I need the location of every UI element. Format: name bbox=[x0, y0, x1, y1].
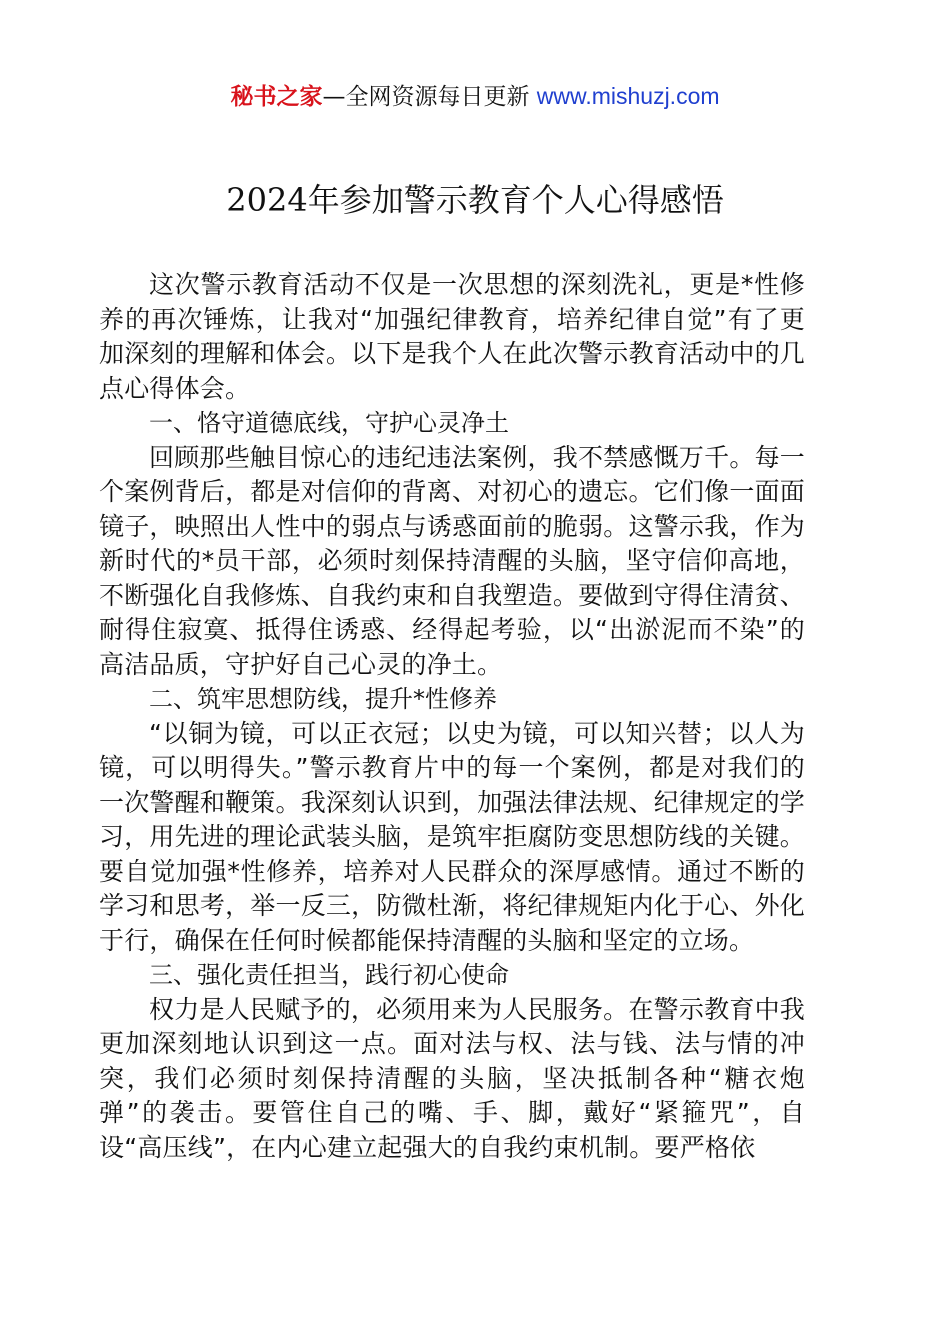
section-body-1: 回顾那些触目惊心的违纪违法案例，我不禁感慨万千。每一个案例背后，都是对信仰的背离、对初心的遗忘。它们像一面面镜子，映照出人性中的弱点与诱惑面前的脆弱。这警示我，作为新时代的*员干部，必须时刻保持清醒的头脑，坚守信仰高地，不断强化自我修炼、自我约束和自我塑造。要做到守得住清贫、耐得住寂寞、抵得住诱惑、经得起考验，以“出淤泥而不染”的高洁品质，守护好自己心灵的净土。 bbox=[99, 442, 805, 679]
site-slogan: —全网资源每日更新 bbox=[322, 84, 537, 110]
section-heading-2: 二、筑牢思想防线，提升*性修养 bbox=[149, 685, 497, 713]
site-url-link[interactable]: www.mishuzj.com bbox=[536, 83, 720, 109]
section-body-2: “以铜为镜，可以正衣冠；以史为镜，可以知兴替；以人为镜，可以明得失。”警示教育片中的每一个案例，都是对我们的一次警醒和鞭策。我深刻认识到，加强法律法规、纪律规定的学习，用先进的理论武装头脑，是筑牢拒腐防变思想防线的关键。要自觉加强*性修养，培养对人民群众的深厚感情。通过不断的学习和思考，举一反三，防微杜渐，将纪律规矩内化于心、外化于行，确保在任何时候都能保持清醒的头脑和坚定的立场。 bbox=[99, 718, 805, 955]
section-heading-3: 三、强化责任担当，践行初心使命 bbox=[149, 961, 509, 989]
document-title: 2024年参加警示教育个人心得感悟 bbox=[226, 181, 724, 219]
section-heading-1: 一、恪守道德底线，守护心灵净土 bbox=[149, 409, 509, 437]
site-header bbox=[0, 80, 950, 113]
section-body-3: 权力是人民赋予的，必须用来为人民服务。在警示教育中我更加深刻地认识到这一点。面对法与权、法与钱、法与情的冲突，我们必须时刻保持清醒的头脑，坚决抵制各种“糖衣炮弹”的袭击。要管住自己的嘴、手、脚，戴好“紧箍咒”，自设“高压线”，在内心建立起强大的自我约束机制。要严格依 bbox=[99, 994, 805, 1162]
intro-paragraph: 这次警示教育活动不仅是一次思想的深刻洗礼，更是*性修养的再次锤炼，让我对“加强纪律教育，培养纪律自觉”有了更加深刻的理解和体会。以下是我个人在此次警示教育活动中的几点心得体会。 bbox=[99, 270, 805, 403]
document-body bbox=[99, 268, 805, 1165]
site-name: 秘书之家 bbox=[230, 84, 323, 110]
